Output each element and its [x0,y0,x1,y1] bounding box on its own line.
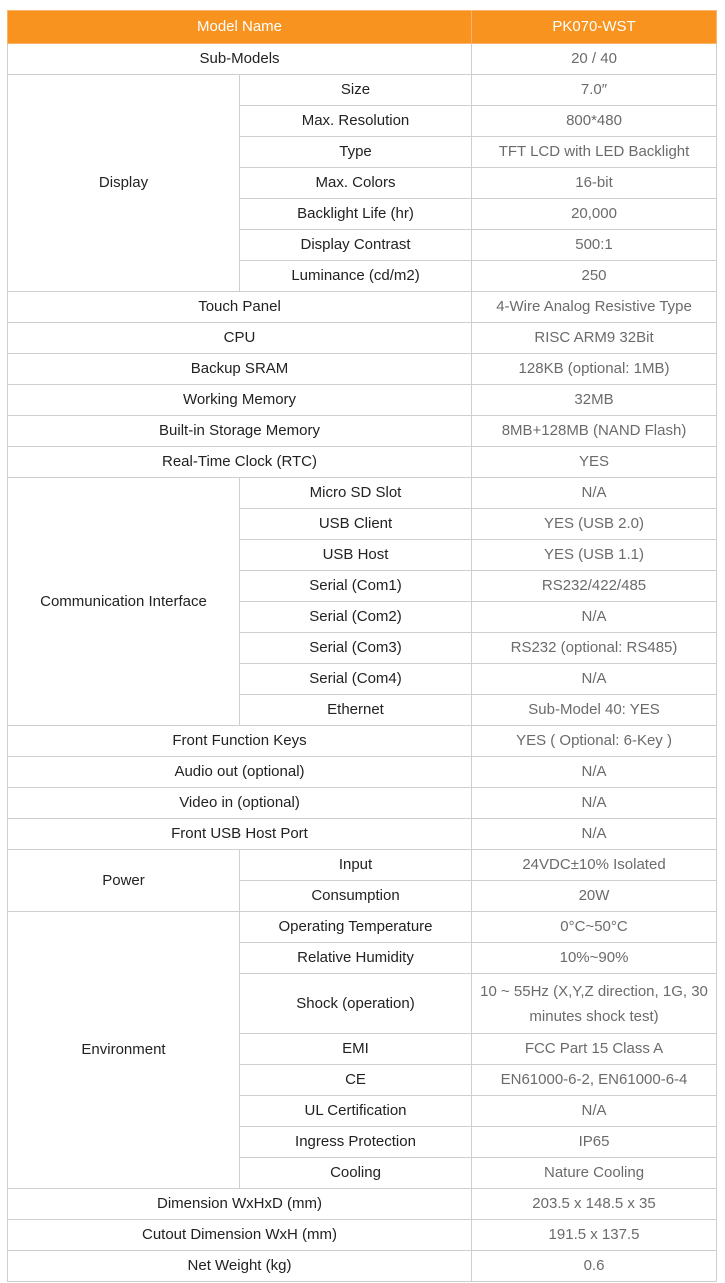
row-label: USB Client [240,509,472,540]
row-label: Front Function Keys [8,726,472,757]
row-value: N/A [472,819,717,850]
row-value: 10%~90% [472,943,717,974]
row-value: 128KB (optional: 1MB) [472,354,717,385]
row-label: Relative Humidity [240,943,472,974]
table-row [8,1189,717,1220]
row-label: Backlight Life (hr) [240,199,472,230]
row-value: N/A [472,478,717,509]
row-label: Serial (Com4) [240,664,472,695]
spec-table [7,10,717,1282]
row-label: Touch Panel [8,292,472,323]
row-value: 203.5 x 148.5 x 35 [472,1189,717,1220]
row-value: 800*480 [472,106,717,137]
table-row [8,726,717,757]
row-label: Serial (Com3) [240,633,472,664]
row-value: RS232 (optional: RS485) [472,633,717,664]
model-name-value: PK070-WST [472,11,717,44]
row-value: N/A [472,602,717,633]
row-label: Max. Resolution [240,106,472,137]
table-row [8,354,717,385]
row-label: Cutout Dimension WxH (mm) [8,1220,472,1251]
row-label: Shock (operation) [240,974,472,1034]
table-row [8,850,717,881]
row-label: Audio out (optional) [8,757,472,788]
row-label: EMI [240,1034,472,1065]
header-row [8,11,717,44]
row-value: 24VDC±10% Isolated [472,850,717,881]
row-value: RS232/422/485 [472,571,717,602]
table-row [8,323,717,354]
table-row [8,385,717,416]
model-name-label: Model Name [8,11,472,44]
row-label: Input [240,850,472,881]
row-value: YES (USB 1.1) [472,540,717,571]
row-label: Video in (optional) [8,788,472,819]
table-row [8,912,717,943]
row-label: Max. Colors [240,168,472,199]
table-row [8,819,717,850]
row-label: UL Certification [240,1096,472,1127]
row-value: FCC Part 15 Class A [472,1034,717,1065]
table-row [8,1220,717,1251]
row-value: 20W [472,881,717,912]
row-value: 500:1 [472,230,717,261]
table-row [8,292,717,323]
row-value: RISC ARM9 32Bit [472,323,717,354]
row-label: Serial (Com2) [240,602,472,633]
row-label: Operating Temperature [240,912,472,943]
row-value: 7.0″ [472,75,717,106]
row-value: N/A [472,788,717,819]
row-label: Ingress Protection [240,1127,472,1158]
row-value: 16-bit [472,168,717,199]
table-row [8,416,717,447]
row-value: EN61000-6-2, EN61000-6-4 [472,1065,717,1096]
row-label: Serial (Com1) [240,571,472,602]
row-value: 32MB [472,385,717,416]
group-label-power: Power [8,850,240,912]
table-row [8,44,717,75]
row-label: Consumption [240,881,472,912]
row-value: 8MB+128MB (NAND Flash) [472,416,717,447]
row-value: 10 ~ 55Hz (X,Y,Z direction, 1G, 30 minutes shock test) [472,974,717,1034]
row-value: 20 / 40 [472,44,717,75]
row-value: Sub-Model 40: YES [472,695,717,726]
group-label-display: Display [8,75,240,292]
row-label: Display Contrast [240,230,472,261]
row-value: N/A [472,664,717,695]
table-row [8,757,717,788]
group-label-communication: Communication Interface [8,478,240,726]
row-value: 20,000 [472,199,717,230]
table-row [8,447,717,478]
row-value: YES (USB 2.0) [472,509,717,540]
row-label: Real-Time Clock (RTC) [8,447,472,478]
row-value: TFT LCD with LED Backlight [472,137,717,168]
row-label: Micro SD Slot [240,478,472,509]
row-label: Dimension WxHxD (mm) [8,1189,472,1220]
row-label: Net Weight (kg) [8,1251,472,1282]
row-label: Built-in Storage Memory [8,416,472,447]
row-value: 191.5 x 137.5 [472,1220,717,1251]
row-value: Nature Cooling [472,1158,717,1189]
row-value: YES ( Optional: 6-Key ) [472,726,717,757]
row-label: USB Host [240,540,472,571]
row-label: Type [240,137,472,168]
row-label: CPU [8,323,472,354]
row-value: N/A [472,757,717,788]
row-label: CE [240,1065,472,1096]
row-value: 4-Wire Analog Resistive Type [472,292,717,323]
row-value: YES [472,447,717,478]
row-label: Cooling [240,1158,472,1189]
row-value: 0.6 [472,1251,717,1282]
row-label: Front USB Host Port [8,819,472,850]
row-value: N/A [472,1096,717,1127]
row-value: IP65 [472,1127,717,1158]
row-label: Working Memory [8,385,472,416]
row-label: Backup SRAM [8,354,472,385]
group-label-environment: Environment [8,912,240,1189]
table-row [8,1251,717,1282]
row-label: Luminance (cd/m2) [240,261,472,292]
table-row [8,478,717,509]
row-label: Size [240,75,472,106]
row-value: 250 [472,261,717,292]
row-value: 0°C~50°C [472,912,717,943]
row-label: Ethernet [240,695,472,726]
row-label: Sub-Models [8,44,472,75]
table-row [8,788,717,819]
table-row [8,75,717,106]
